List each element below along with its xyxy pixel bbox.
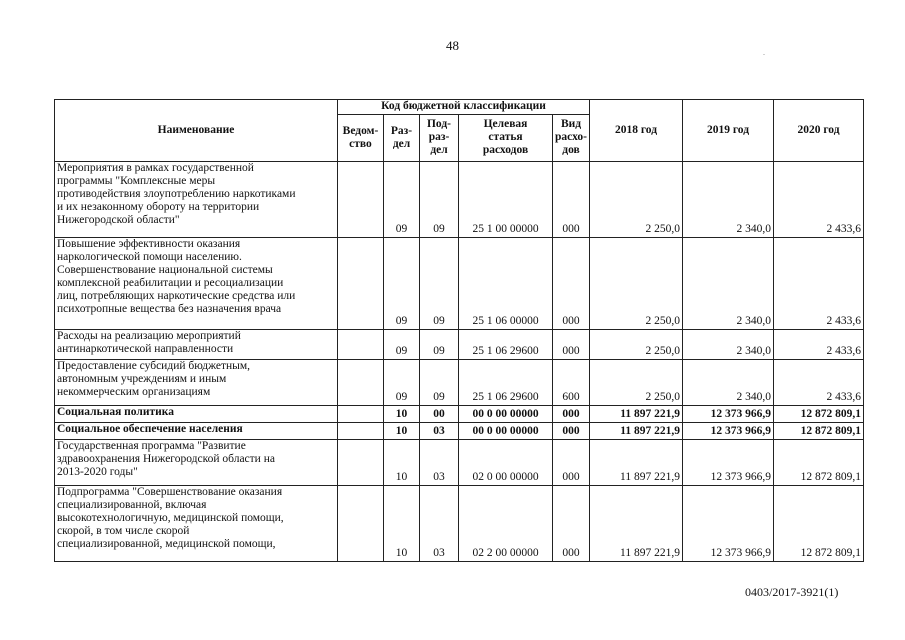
- document-code: 0403/2017-3921(1): [745, 585, 839, 599]
- header-vid: Вид расхо- дов: [553, 115, 590, 162]
- row-podrazdel: 09: [420, 330, 459, 360]
- row-name: Социальная политика: [55, 406, 338, 423]
- row-razdel: 09: [384, 360, 420, 406]
- table-row: [55, 330, 864, 360]
- header-2018: 2018 год: [590, 100, 683, 162]
- row-cs: 00 0 00 00000: [459, 406, 553, 423]
- row-vid: 600: [553, 360, 590, 406]
- row-2019: 12 373 966,9: [683, 440, 774, 486]
- row-podrazdel: 00: [420, 406, 459, 423]
- row-2019: 2 340,0: [683, 330, 774, 360]
- row-2020: 2 433,6: [774, 330, 864, 360]
- row-2019: 12 373 966,9: [683, 486, 774, 562]
- header-2020: 2020 год: [774, 100, 864, 162]
- row-2018: 2 250,0: [590, 330, 683, 360]
- row-cs: 25 1 06 00000: [459, 238, 553, 330]
- row-2018: 11 897 221,9: [590, 440, 683, 486]
- row-ved: [338, 162, 384, 238]
- row-name: Повышение эффективности оказания наркологической помощи населению. Совершенствование национальной системы комплексной реабилитации и ресоциализации лиц, потребляющих наркотические средства или психотропные вещества без назначения врача: [55, 238, 338, 330]
- row-cs: 25 1 06 29600: [459, 330, 553, 360]
- table-row: [55, 440, 864, 486]
- budget-table: [54, 99, 864, 562]
- row-2020: 2 433,6: [774, 162, 864, 238]
- row-2019: 2 340,0: [683, 360, 774, 406]
- row-razdel: 09: [384, 238, 420, 330]
- row-2018: 11 897 221,9: [590, 406, 683, 423]
- row-2019: 12 373 966,9: [683, 423, 774, 440]
- header-name: Наименование: [55, 100, 338, 162]
- row-vid: 000: [553, 406, 590, 423]
- row-vid: 000: [553, 440, 590, 486]
- row-ved: [338, 440, 384, 486]
- header-code-group: Код бюджетной классификации: [338, 100, 590, 115]
- row-podrazdel: 03: [420, 486, 459, 562]
- row-name: Государственная программа "Развитие здравоохранения Нижегородской области на 2013-2020 годы": [55, 440, 338, 486]
- row-ved: [338, 330, 384, 360]
- row-ved: [338, 486, 384, 562]
- row-2018: 2 250,0: [590, 360, 683, 406]
- row-name: Социальное обеспечение населения: [55, 423, 338, 440]
- header-celevaya: Целевая статья расходов: [459, 115, 553, 162]
- row-podrazdel: 09: [420, 360, 459, 406]
- row-ved: [338, 360, 384, 406]
- row-cs: 25 1 06 29600: [459, 360, 553, 406]
- table-row: [55, 423, 864, 440]
- row-2020: 12 872 809,1: [774, 440, 864, 486]
- row-2019: 2 340,0: [683, 238, 774, 330]
- row-cs: 02 2 00 00000: [459, 486, 553, 562]
- table-row: [55, 238, 864, 330]
- row-razdel: 09: [384, 330, 420, 360]
- table-row: [55, 486, 864, 562]
- row-razdel: 10: [384, 406, 420, 423]
- row-2020: 2 433,6: [774, 360, 864, 406]
- row-2018: 2 250,0: [590, 238, 683, 330]
- row-vid: 000: [553, 238, 590, 330]
- scan-mark: .: [763, 48, 765, 57]
- row-cs: 02 0 00 00000: [459, 440, 553, 486]
- row-cs: 25 1 00 00000: [459, 162, 553, 238]
- row-razdel: 10: [384, 423, 420, 440]
- table-row: [55, 406, 864, 423]
- header-razdel: Раз- дел: [384, 115, 420, 162]
- row-name: Предоставление субсидий бюджетным, автономным учреждениям и иным некоммерческим организациям: [55, 360, 338, 406]
- row-2018: 11 897 221,9: [590, 423, 683, 440]
- row-2018: 11 897 221,9: [590, 486, 683, 562]
- table-row: [55, 360, 864, 406]
- row-vid: 000: [553, 423, 590, 440]
- row-2020: 12 872 809,1: [774, 486, 864, 562]
- table-row: [55, 162, 864, 238]
- row-2018: 2 250,0: [590, 162, 683, 238]
- row-name: Подпрограмма "Совершенствование оказания специализированной, включая высокотехнологичную, медицинской помощи, скорой, в том числе скорой специализированной, медицинской помощи,: [55, 486, 338, 562]
- header-podrazdel: Под- раз- дел: [420, 115, 459, 162]
- row-razdel: 09: [384, 162, 420, 238]
- row-podrazdel: 03: [420, 440, 459, 486]
- row-2020: 12 872 809,1: [774, 406, 864, 423]
- row-vid: 000: [553, 486, 590, 562]
- header-2019: 2019 год: [683, 100, 774, 162]
- row-podrazdel: 09: [420, 238, 459, 330]
- row-2019: 2 340,0: [683, 162, 774, 238]
- row-2019: 12 373 966,9: [683, 406, 774, 423]
- row-ved: [338, 406, 384, 423]
- row-ved: [338, 238, 384, 330]
- row-2020: 2 433,6: [774, 238, 864, 330]
- row-ved: [338, 423, 384, 440]
- row-razdel: 10: [384, 486, 420, 562]
- row-razdel: 10: [384, 440, 420, 486]
- page-number: 48: [446, 38, 459, 53]
- row-podrazdel: 03: [420, 423, 459, 440]
- row-name: Мероприятия в рамках государственной программы "Комплексные меры противодействия злоупотреблению наркотиками и их незаконному обороту на территории Нижегородской области": [55, 162, 338, 238]
- row-podrazdel: 09: [420, 162, 459, 238]
- row-name: Расходы на реализацию мероприятий антинаркотической направленности: [55, 330, 338, 360]
- row-vid: 000: [553, 162, 590, 238]
- row-vid: 000: [553, 330, 590, 360]
- row-cs: 00 0 00 00000: [459, 423, 553, 440]
- row-2020: 12 872 809,1: [774, 423, 864, 440]
- header-vedomstvo: Ведом- ство: [338, 115, 384, 162]
